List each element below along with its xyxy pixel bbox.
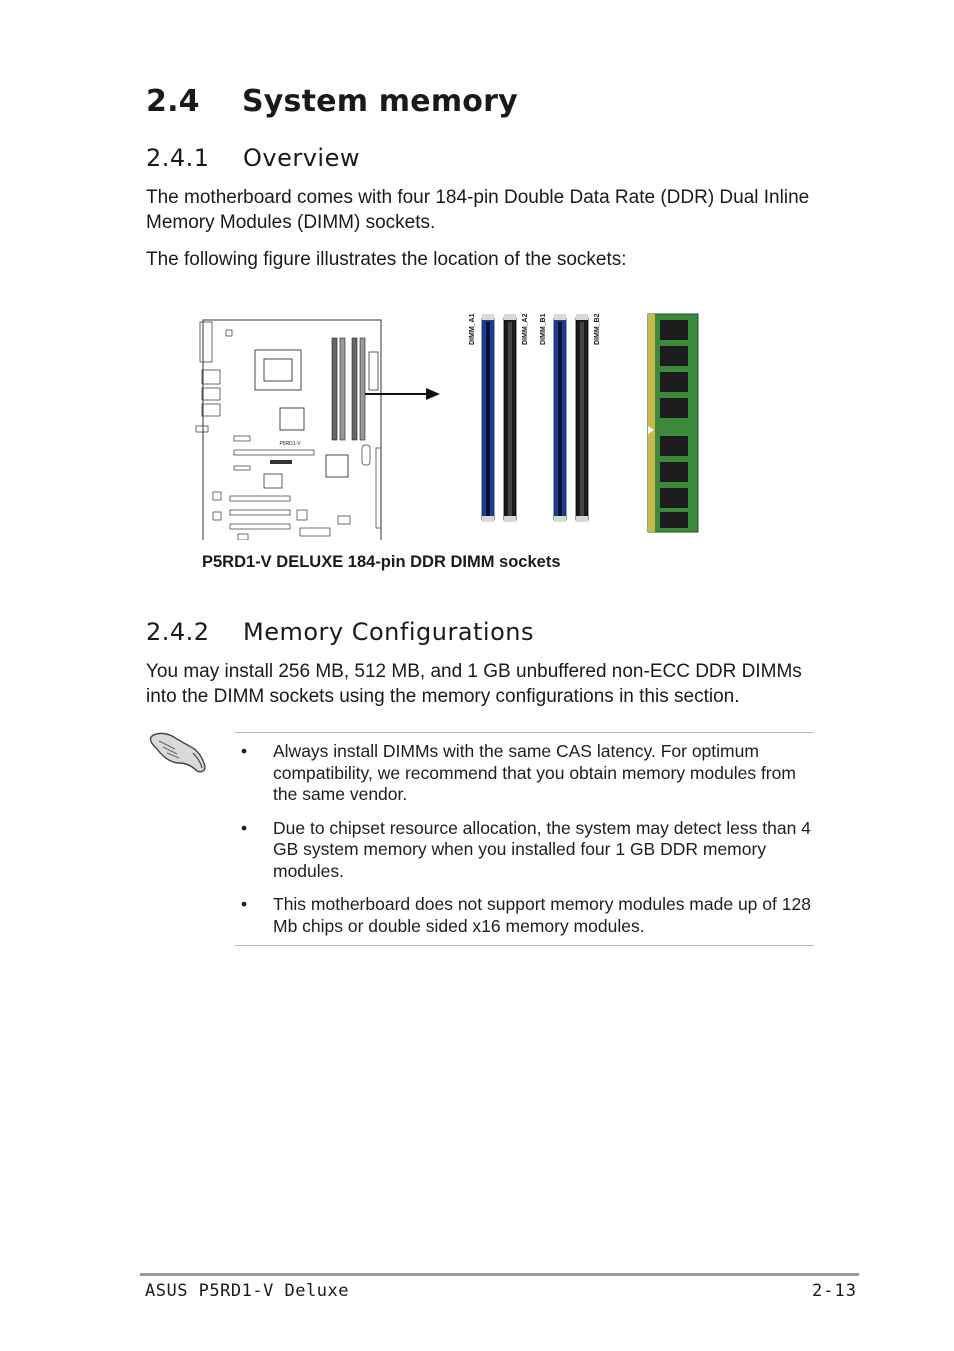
- note-box: [235, 732, 814, 946]
- subsection-number: 2.4.2: [146, 618, 210, 646]
- note-item-3: [235, 894, 814, 937]
- dimm-label-b1: DIMM_B1: [540, 313, 547, 345]
- subsection-number: 2.4.1: [146, 144, 210, 172]
- memory-config-paragraph: You may install 256 MB, 512 MB, and 1 GB unbuffered non-ECC DDR DIMMs into the DIMM sockets using the memory configurations in this section.: [146, 661, 802, 707]
- note-item-2-text: Due to chipset resource allocation, the system may detect less than 4 GB system memory when you installed four 1 GB DDR memory modules.: [273, 817, 811, 881]
- hand-note-icon: [147, 727, 207, 775]
- section-number: 2.4: [146, 84, 200, 119]
- dimm-label-a2: DIMM_A2: [522, 313, 529, 345]
- subsection-title: Memory Configurations: [243, 618, 534, 646]
- dimm-label-a1: DIMM_A1: [469, 313, 476, 345]
- memory-module-illustration: [648, 314, 698, 532]
- bullet: •: [241, 817, 248, 838]
- footer-product-name: ASUS P5RD1-V Deluxe: [145, 1281, 349, 1301]
- note-item-1-text: Always install DIMMs with the same CAS latency. For optimum compatibility, we recommend that you obtain memory modules from the same vendor.: [273, 741, 796, 804]
- page-title: [146, 84, 518, 119]
- subsection-heading-overview: [146, 144, 360, 172]
- section-title: System memory: [242, 84, 518, 119]
- overview-paragraph-1: The motherboard comes with four 184-pin Double Data Rate (DDR) Dual Inline Memory Modules (DIMM) sockets.: [146, 187, 810, 233]
- overview-paragraph-2: The following figure illustrates the location of the sockets:: [146, 249, 627, 270]
- figure-caption: P5RD1-V DELUXE 184-pin DDR DIMM sockets: [202, 553, 561, 571]
- footer-divider: [140, 1273, 859, 1276]
- bullet: •: [241, 741, 248, 761]
- board-label: P5RD1-V: [279, 441, 301, 447]
- subsection-title: Overview: [243, 144, 360, 172]
- note-list: [235, 741, 814, 949]
- footer-page-number: 2-13: [812, 1281, 857, 1301]
- note-item-3-text: This motherboard does not support memory modules made up of 128 Mb chips or double sided x16 memory modules.: [273, 894, 811, 936]
- motherboard-diagram: [196, 320, 381, 540]
- dimm-socket-group: [482, 314, 588, 522]
- note-item-2: [235, 818, 814, 883]
- dimm-socket-figure: [190, 300, 710, 540]
- bullet: •: [241, 894, 248, 914]
- note-item-1: [235, 741, 814, 806]
- dimm-label-b2: DIMM_B2: [594, 313, 601, 345]
- subsection-heading-memory-config: [146, 618, 534, 646]
